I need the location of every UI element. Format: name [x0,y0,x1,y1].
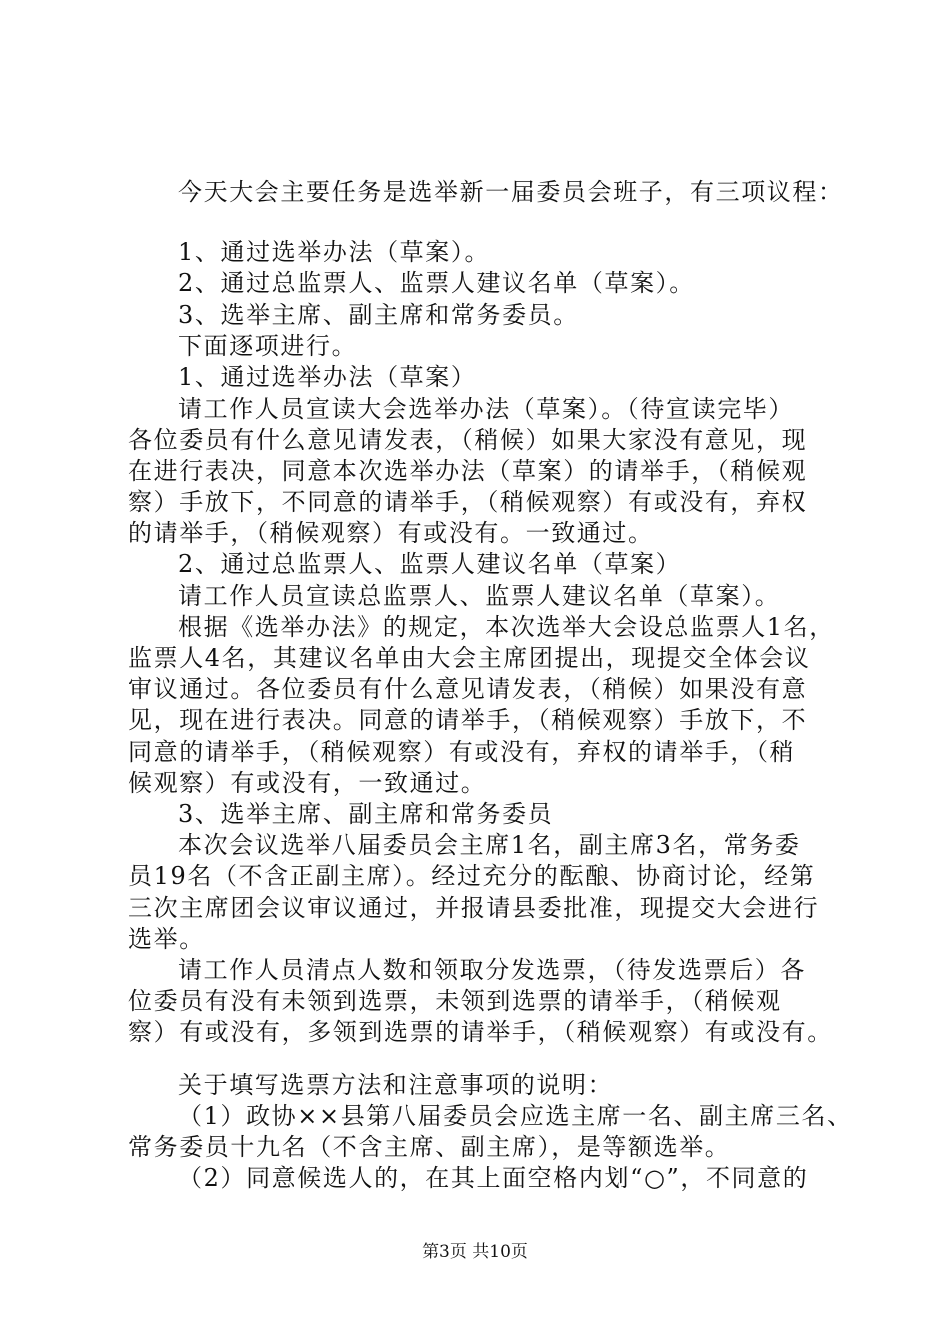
paragraph-line: 请工作人员宣读总监票人、监票人建议名单（草案）。 [178,582,781,610]
paragraph-line: 的请举手，（稍候观察）有或没有。一致通过。 [128,519,654,547]
paragraph-line: 在进行表决，同意本次选举办法（草案）的请举手，（稍候观 [128,457,808,485]
paragraph-line: 2、通过总监票人、监票人建议名单（草案）。 [178,269,695,297]
paragraph-line: 常务委员十九名（不含主席、副主席），是等额选举。 [128,1133,731,1161]
paragraph-line: 关于填写选票方法和注意事项的说明： [178,1071,614,1099]
paragraph-line: （1）政协××县第八届委员会应选主席一名、副主席三名、 [178,1102,853,1130]
paragraph-line: 候观察）有或没有，一致通过。 [128,769,487,797]
paragraph-line: 1、通过选举办法（草案）。 [178,238,491,266]
paragraph-line: 3、选举主席、副主席和常务委员。 [178,301,579,329]
paragraph-line: 下面逐项进行。 [178,332,358,360]
section-heading: 3、选举主席、副主席和常务委员 [178,800,554,828]
paragraph-line: 根据《选举办法》的规定，本次选举大会设总监票人1名， [178,613,835,641]
paragraph-line: 今天大会主要任务是选举新一届委员会班子，有三项议程： [178,178,844,206]
paragraph-line: 员19名（不含正副主席）。经过充分的酝酿、协商讨论，经第 [128,862,816,890]
paragraph-line: 请工作人员宣读大会选举办法（草案）。（待宣读完毕） [178,395,794,423]
paragraph-line: 请工作人员清点人数和领取分发选票，（待发选票后）各 [178,956,806,984]
paragraph-line: 选举。 [128,925,205,953]
paragraph-line: 察）有或没有，多领到选票的请举手，（稍候观察）有或没有。 [128,1018,833,1046]
paragraph-line: 审议通过。各位委员有什么意见请发表，（稍候）如果没有意 [128,675,808,703]
paragraph-line: 察）手放下，不同意的请举手，（稍候观察）有或没有，弃权 [128,488,808,516]
section-heading: 1、通过选举办法（草案） [178,363,477,391]
paragraph-line: 位委员有没有未领到选票，未领到选票的请举手，（稍候观 [128,987,782,1015]
page-number-footer: 第3页 共10页 [422,1242,528,1262]
paragraph-line: 本次会议选举八届委员会主席1名，副主席3名，常务委 [178,831,801,859]
paragraph-line: 三次主席团会议审议通过，并报请县委批准，现提交大会进行 [128,894,820,922]
paragraph-line: 监票人4名，其建议名单由大会主席团提出，现提交全体会议 [128,644,811,672]
section-heading: 2、通过总监票人、监票人建议名单（草案） [178,550,682,578]
paragraph-line: 各位委员有什么意见请发表，（稍候）如果大家没有意见，现 [128,426,808,454]
paragraph-line: 见，现在进行表决。同意的请举手，（稍候观察）手放下，不 [128,706,808,734]
paragraph-line: （2）同意候选人的，在其上面空格内划“○”，不同意的 [178,1164,809,1192]
paragraph-line: 同意的请举手，（稍候观察）有或没有，弃权的请举手，（稍 [128,738,796,766]
